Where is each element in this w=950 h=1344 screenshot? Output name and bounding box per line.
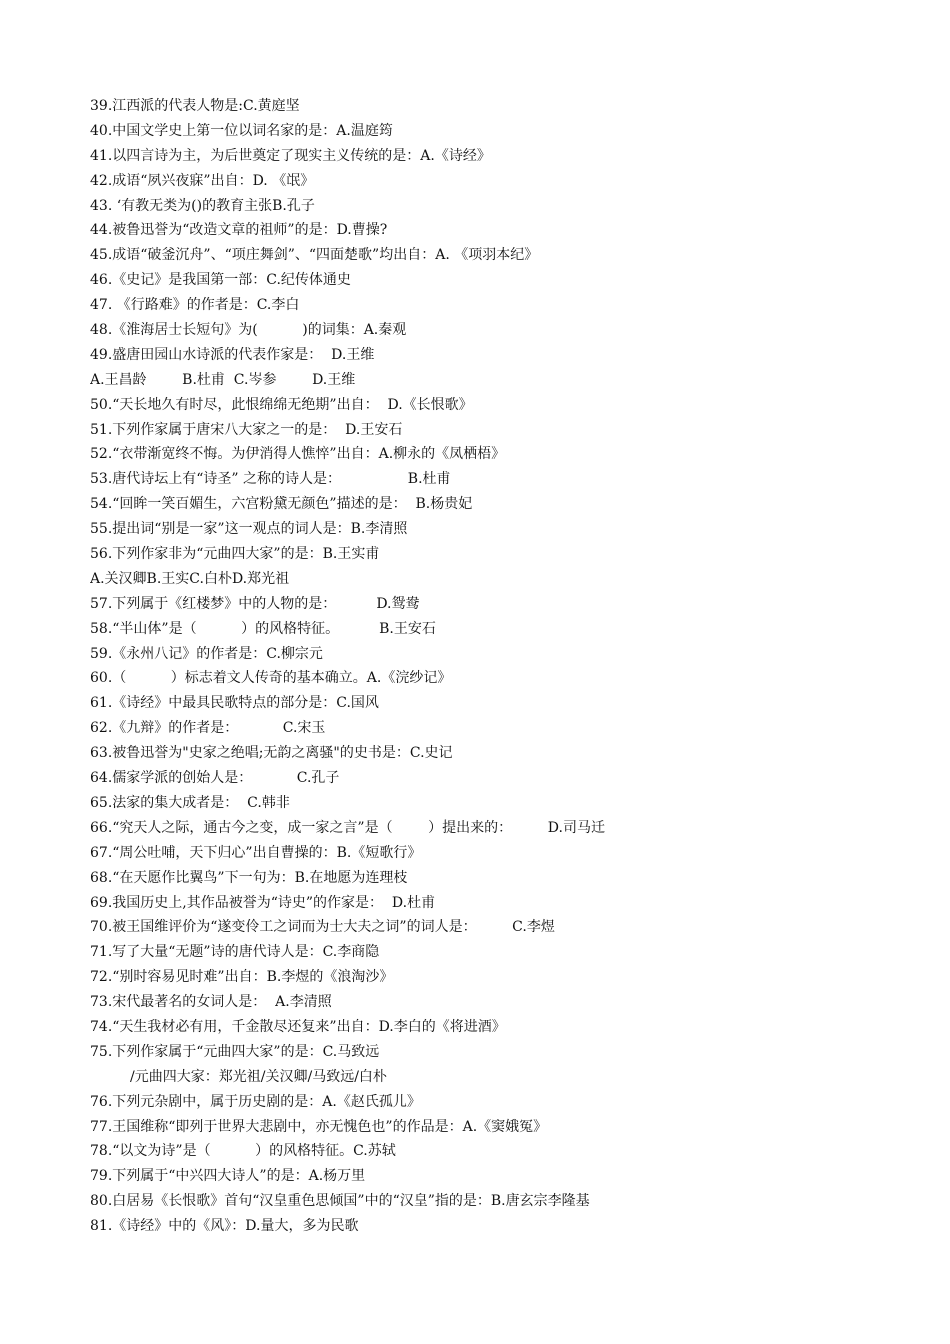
text-line: 78.“以文为诗”是（ ）的风格特征。C.苏轼	[90, 1143, 396, 1160]
text-line: 63.被鲁迅誉为"史家之绝唱;无韵之离骚"的史书是：C.史记	[90, 745, 453, 762]
text-line: 44.被鲁迅誉为“改造文章的祖师”的是：D.曹操?	[90, 222, 388, 239]
text-line: 49.盛唐田园山水诗派的代表作家是： D.王维	[90, 346, 375, 363]
text-line: 67.“周公吐哺，天下归心”出自曹操的：B.《短歌行》	[90, 844, 422, 861]
text-line: 75.下列作家属于“元曲四大家”的是：C.马致远	[90, 1043, 380, 1060]
text-line: 43. ‘有教无类为()的教育主张B.孔子	[90, 197, 315, 214]
text-line: 69.我国历史上,其作品被誉为“诗史”的作家是： D.杜甫	[90, 894, 436, 911]
text-line: 77.王国维称“即列于世界大悲剧中，亦无愧色也”的作品是：A.《窦娥冤》	[90, 1118, 548, 1135]
text-line: 81.《诗经》中的《风》：D.量大，多为民歌	[90, 1218, 359, 1235]
text-line: 46.《史记》是我国第一部：C.纪传体通史	[90, 272, 351, 289]
text-line: 53.唐代诗坛上有“诗圣” 之称的诗人是： B.杜甫	[90, 471, 451, 488]
text-line: 64.儒家学派的创始人是： C.孔子	[90, 770, 340, 787]
text-line: 61.《诗经》中最具民歌特点的部分是：C.国风	[90, 695, 379, 712]
document-body	[90, 94, 890, 1239]
text-line: 74.“天生我材必有用，千金散尽还复来”出自：D.李白的《将进酒》	[90, 1018, 506, 1035]
text-line: 71.写了大量“无题”诗的唐代诗人是：C.李商隐	[90, 944, 380, 961]
text-line: /元曲四大家：郑光祖/关汉卿/马致远/白朴	[90, 1068, 387, 1085]
text-line: 52.“衣带渐宽终不悔。为伊消得人憔悴”出自：A.柳永的《凤栖梧》	[90, 446, 506, 463]
text-line: 42.成语“夙兴夜寐”出自：D. 《氓》	[90, 172, 315, 189]
text-line: 73.宋代最著名的女词人是： A.李清照	[90, 994, 332, 1011]
text-line: 58.“半山体”是（ ）的风格特征。 B.王安石	[90, 620, 436, 637]
text-line: 57.下列属于《红楼梦》中的人物的是： D.鸳鸯	[90, 595, 420, 612]
text-line: 65.法家的集大成者是： C.韩非	[90, 794, 290, 811]
text-line: 72.“别时容易见时难”出自：B.李煜的《浪淘沙》	[90, 969, 394, 986]
text-line: 40.中国文学史上第一位以词名家的是：A.温庭筠	[90, 122, 393, 139]
text-line: 50.“天长地久有时尽，此恨绵绵无绝期”出自： D.《长恨歌》	[90, 396, 473, 413]
text-line: 39.江西派的代表人物是:C.黄庭坚	[90, 98, 300, 114]
text-line: 80.白居易《长恨歌》首句“汉皇重色思倾国”中的“汉皇”指的是：B.唐玄宗李隆基	[90, 1193, 590, 1210]
text-line: 60.（ ）标志着文人传奇的基本确立。A.《浣纱记》	[90, 670, 452, 687]
text-line: 45.成语“破釜沉舟”、“项庄舞剑”、“四面楚歌”均出自：A. 《项羽本纪》	[90, 247, 539, 264]
text-line: 41.以四言诗为主，为后世奠定了现实主义传统的是：A.《诗经》	[90, 147, 491, 164]
text-line: 68.“在天愿作比翼鸟”下一句为：B.在地愿为连理枝	[90, 869, 408, 886]
text-line: A.王昌龄 B.杜甫 C.岑参 D.王维	[90, 371, 356, 388]
text-line: 54.“回眸一笑百媚生，六宫粉黛无颜色”描述的是： B.杨贵妃	[90, 496, 473, 513]
text-line: A.关汉卿B.王实C.白朴D.郑光祖	[90, 570, 290, 587]
text-line: 66.“究天人之际，通古今之变，成一家之言”是（ ）提出来的： D.司马迁	[90, 819, 605, 836]
text-line: 79.下列属于“中兴四大诗人”的是：A.杨万里	[90, 1168, 366, 1185]
text-line: 56.下列作家非为“元曲四大家”的是：B.王实甫	[90, 546, 380, 563]
text-line: 55.提出词“别是一家”这一观点的词人是：B.李清照	[90, 521, 408, 538]
text-line: 48.《淮海居士长短句》为( )的词集：A.秦观	[90, 322, 407, 339]
text-line: 62.《九辩》的作者是： C.宋玉	[90, 720, 326, 737]
text-line: 47. 《行路难》的作者是：C.李白	[90, 297, 300, 314]
text-line: 59.《永州八记》的作者是：C.柳宗元	[90, 645, 323, 662]
text-line: 70.被王国维评价为“遂变伶工之词而为士大夫之词”的词人是： C.李煜	[90, 919, 555, 936]
text-line: 51.下列作家属于唐宋八大家之一的是： D.王安石	[90, 421, 403, 438]
text-line: 76.下列元杂剧中，属于历史剧的是：A.《赵氏孤儿》	[90, 1093, 421, 1110]
